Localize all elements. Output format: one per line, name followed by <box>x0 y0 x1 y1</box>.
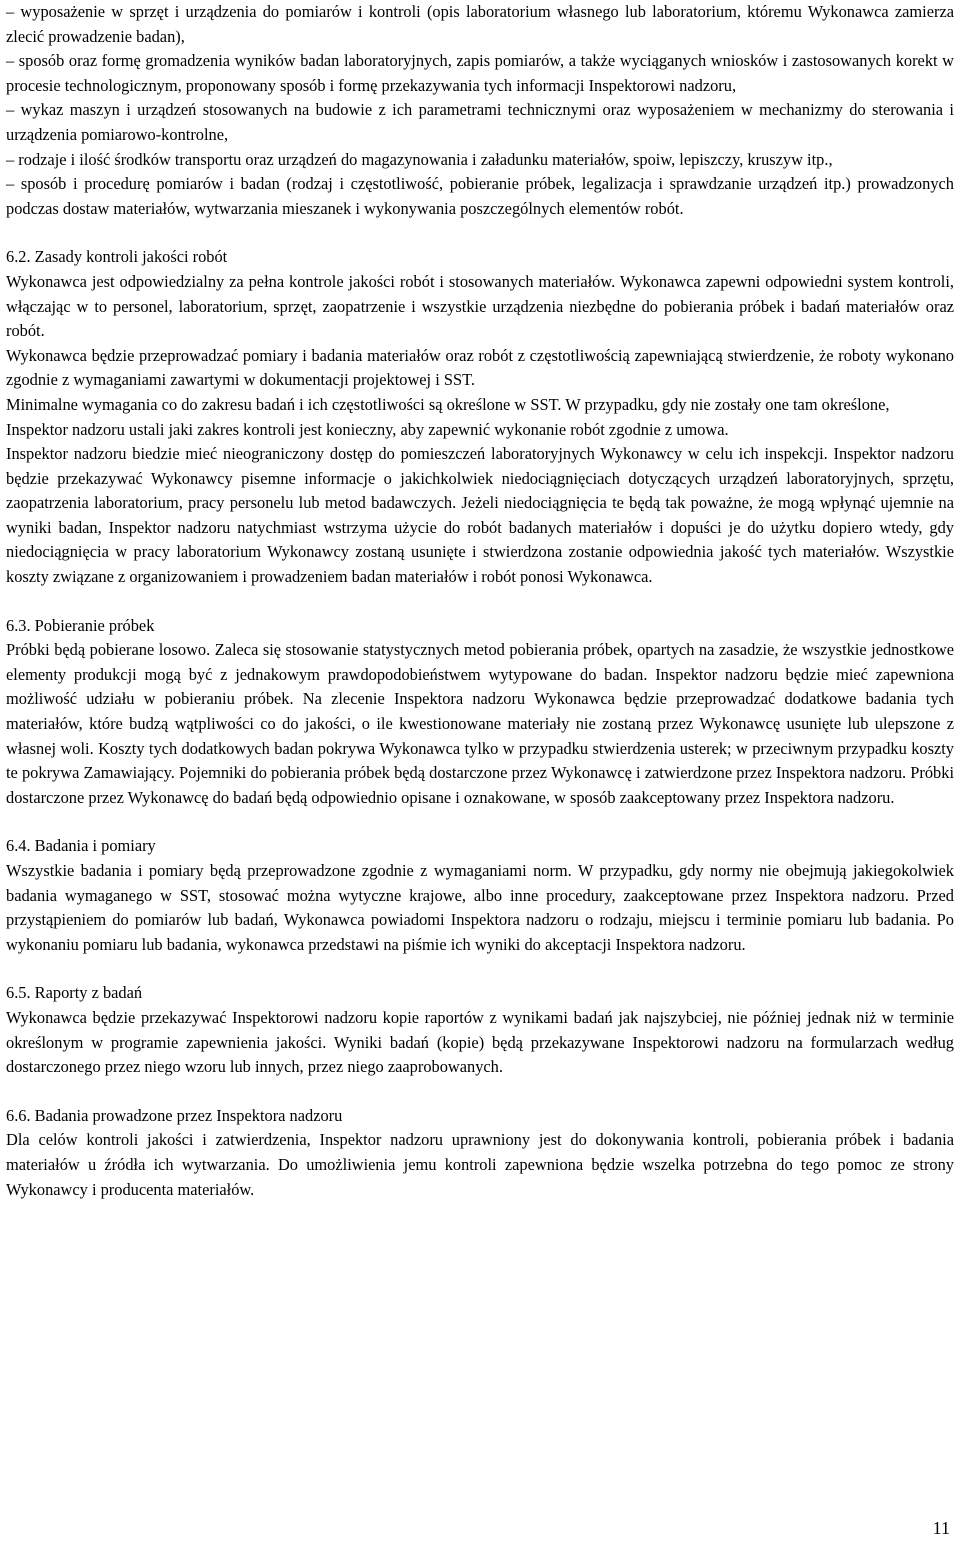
page-number: 11 <box>932 1518 950 1538</box>
section-inspector-tests <box>6 1104 954 1202</box>
paragraph: Dla celów kontroli jakości i zatwierdzenia, Inspektor nadzoru uprawniony jest do dokonywania kontroli, pobierania próbek i badania materiałów u źródła ich wytwarzania. Do umożliwienia jemu kontroli zapewniona będzie wszelka potrzebna do tego pomoc ze strony Wykonawcy i producenta materiałów. <box>6 1130 954 1199</box>
list-item: – rodzaje i ilość środków transportu oraz urządzeń do magazynowania i załadunku materiałów, spoiw, lepiszczy, kruszyw itp., <box>6 149 833 169</box>
paragraph: Wykonawca będzie przekazywać Inspektorowi nadzoru kopie raportów z wynikami badań jak najszybciej, nie później jednak niż w terminie określonym w programie zapewnienia jakości. Wyniki badań (kopie) będą przekazywane Inspektorowi nadzoru na formularzach według dostarczonego przez niego wzoru lub innych, przez niego zaaprobowanych. <box>6 1007 954 1077</box>
paragraph: Próbki będą pobierane losowo. Zaleca się stosowanie statystycznych metod pobierania próbek, opartych na zasadzie, że wszystkie jednostkowe elementy produkcji mogą być z jednakowym prawdopodobieństwem wytypowane do badan. Inspektor nadzoru będzie mieć zapewniona możliwość udziału w pobieraniu próbek. Na zlecenie Inspektora nadzoru Wykonawca będzie przeprowadzać dodatkowe badania tych materiałów, które budzą wątpliwości co do jakości, o ile kwestionowane materiały nie zostaną przez Wykonawcę usunięte lub ulepszone z własnej woli. Koszty tych dodatkowych badan pokrywa Wykonawca tylko w przypadku stwierdzenia usterek; w przeciwnym przypadku koszty te pokrywa Zamawiający. Pojemniki do pobierania próbek będą dostarczone przez Wykonawcę i zatwierdzone przez Inspektora nadzoru. Próbki dostarczone przez Wykonawcę do badań będą odpowiednio opisane i oznakowane, w sposób zaakceptowany przez Inspektora nadzoru. <box>6 640 954 807</box>
document-page <box>6 0 954 1202</box>
list-item: – wyposażenie w sprzęt i urządzenia do pomiarów i kontroli (opis laboratorium własnego lub laboratorium, któremu Wykonawca zamierza zlecić prowadzenie badan), <box>6 2 954 46</box>
section-title: 6.3. Pobieranie próbek <box>6 615 155 635</box>
list-item: – wykaz maszyn i urządzeń stosowanych na budowie z ich parametrami technicznymi oraz wyposażeniem w mechanizmy do sterowania i urządzenia pomiarowo-kontrolne, <box>6 100 954 144</box>
paragraph: Wykonawca jest odpowiedzialny za pełna kontrole jakości robót i stosowanych materiałów. Wykonawca zapewni odpowiedni system kontroli, włączając w to personel, laboratorium, sprzęt, zaopatrzenie i wszystkie urządzenia niezbędne do pobierania próbek i badań materiałów oraz robót. <box>6 271 954 341</box>
paragraph: Inspektor nadzoru biedzie mieć nieograniczony dostęp do pomieszczeń laboratoryjnych Wykonawcy w celu ich inspekcji. Inspektor nadzoru będzie przekazywać Wykonawcy pisemne informacje o jakichkolwiek niedociągnięciach dotyczących urządzeń laboratoryjnych, sprzętu, zaopatrzenia laboratorium, pracy personelu lub metod badawczych. Jeżeli niedociągnięcia te będą tak poważne, że mogą wpłynąć ujemnie na wyniki badan, Inspektor nadzoru natychmiast wstrzyma użycie do robót badanych materiałów i dopuści je do użytku dopiero wtedy, gdy niedociągnięcia w pracy laboratorium Wykonawcy zostaną usunięte i stwierdzona zostanie odpowiednia jakość tych materiałów. Wszystkie koszty związane z organizowaniem i prowadzeniem badan materiałów i robót ponosi Wykonawca. <box>6 444 954 587</box>
list-item: – sposób i procedurę pomiarów i badan (rodzaj i częstotliwość, pobieranie próbek, legalizacja i sprawdzanie urządzeń itp.) prowadzonych podczas dostaw materiałów, wytwarzania mieszanek i wykonywania poszczególnych elementów robót. <box>6 174 954 218</box>
list-item: – sposób oraz formę gromadzenia wyników badan laboratoryjnych, zapis pomiarów, a także wyciąganych wniosków i zastosowanych korekt w procesie technologicznym, proponowany sposób i formę przekazywania tych informacji Inspektorowi nadzoru, <box>6 51 954 95</box>
paragraph: Minimalne wymagania co do zakresu badań i ich częstotliwości są określone w SST. W przypadku, gdy nie zostały one tam określone, <box>6 394 890 414</box>
section-sampling <box>6 614 954 811</box>
section-quality-control <box>6 245 954 589</box>
paragraph: Wykonawca będzie przeprowadzać pomiary i badania materiałów oraz robót z częstotliwością zapewniającą stwierdzenie, że roboty wykonano zgodnie z wymaganiami zawartymi w dokumentacji projektowej i SST. <box>6 345 954 390</box>
section-title: 6.5. Raporty z badań <box>6 983 143 1003</box>
section-title: 6.6. Badania prowadzone przez Inspektora nadzoru <box>6 1105 343 1125</box>
requirements-list <box>6 0 954 221</box>
section-title: 6.4. Badania i pomiary <box>6 836 156 856</box>
section-tests-measurements <box>6 834 954 957</box>
section-test-reports <box>6 981 954 1079</box>
section-title: 6.2. Zasady kontroli jakości robót <box>6 247 228 267</box>
paragraph: Inspektor nadzoru ustali jaki zakres kontroli jest konieczny, aby zapewnić wykonanie robót zgodnie z umowa. <box>6 419 729 439</box>
paragraph: Wszystkie badania i pomiary będą przeprowadzone zgodnie z wymaganiami norm. W przypadku, gdy normy nie obejmują jakiegokolwiek badania wymaganego w SST, stosować można wytyczne krajowe, albo inne procedury, zaakceptowane przez Inspektora nadzoru. Przed przystąpieniem do pomiarów lub badań, Wykonawca powiadomi Inspektora nadzoru o rodzaju, miejscu i terminie pomiaru lub badania. Po wykonaniu pomiaru lub badania, wykonawca przedstawi na piśmie ich wyniki do akceptacji Inspektora nadzoru. <box>6 861 954 954</box>
